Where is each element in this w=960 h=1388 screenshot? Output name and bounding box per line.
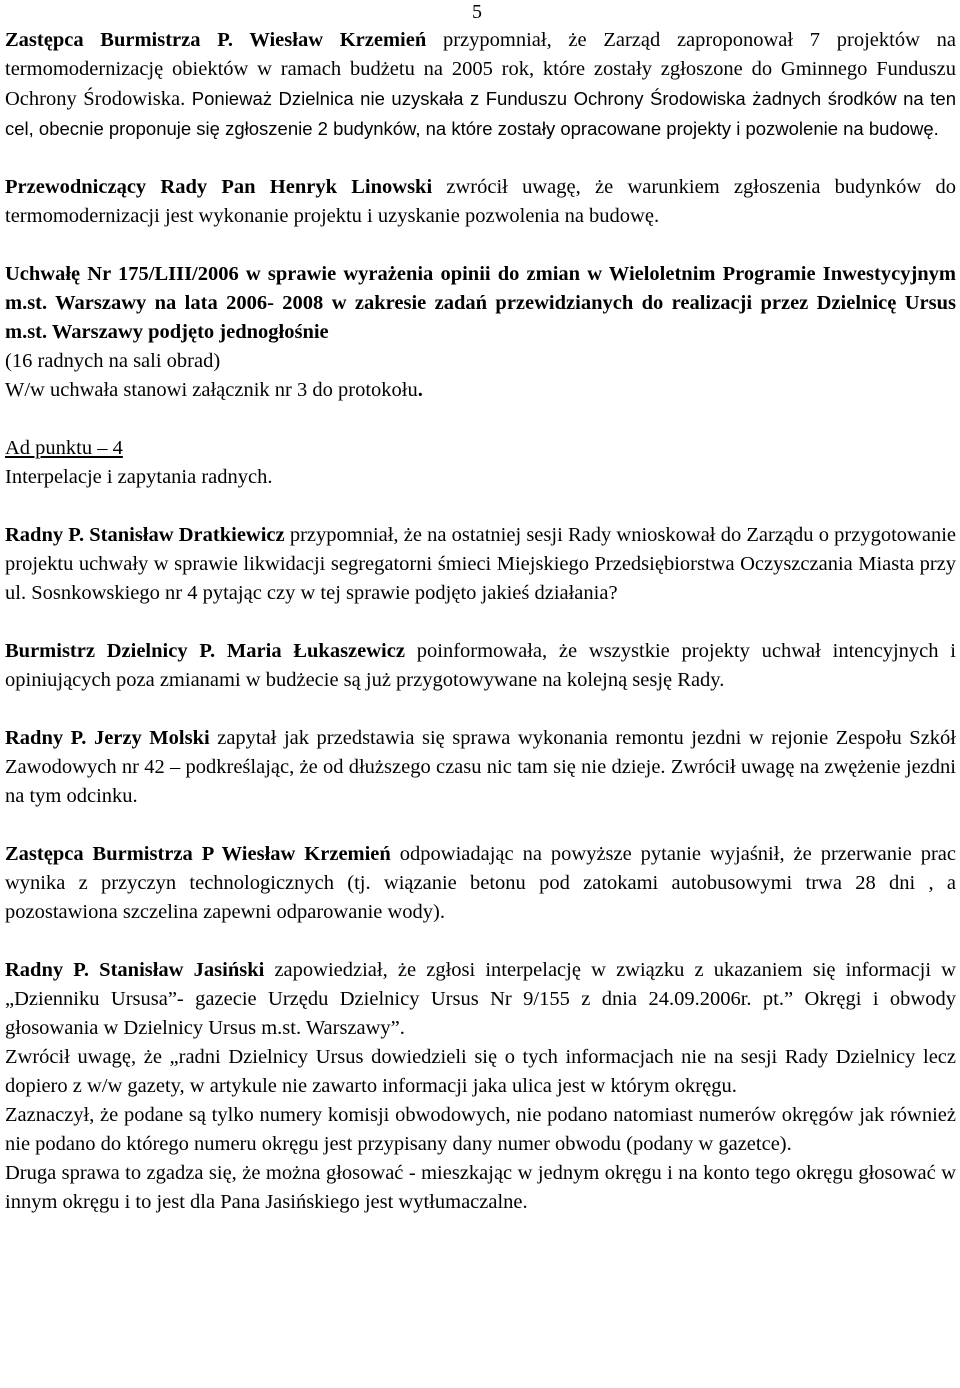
attachment-note: W/w uchwała stanowi załącznik nr 3 do protokołu xyxy=(5,379,418,401)
paragraph-jasinski-okregi: Zaznaczył, że podane są tylko numery komisji obwodowych, nie podano natomiast numerów okręgów jak również nie podano do którego numeru okręgu jest przypisany dany numer obwodu (podany w gazetce). xyxy=(5,1104,956,1155)
paragraph-text: zapowiedział, że zgłosi interpelację w związku z ukazaniem się informacji w „Dzienniku Ursusa”- gazecie Urzędu Dzielnicy Ursus Nr 9/155 z dnia 24.09.2006r. pt.” Okręgi i obwody głosowania w Dzielnicy Ursus m.st. Warszawy”. xyxy=(5,959,956,1039)
paragraph-text: zapytał jak przedstawia się sprawa wykonania remontu jezdni w rejonie Zespołu Szkół Zawodowych nr 42 – podkreślając, że od dłuższego czasu nic tam się nie dzieje. Zwrócił uwagę na zwężenie jezdni na tym odcinku. xyxy=(5,727,956,807)
section-subheading: Interpelacje i zapytania radnych. xyxy=(5,466,273,488)
paragraph-krzemien-odpowiedz xyxy=(5,840,956,927)
paragraph-dratkiewicz xyxy=(5,521,956,608)
paragraph-uchwala-175 xyxy=(5,260,956,405)
section-heading: Ad punktu – 4 xyxy=(5,437,123,459)
speaker-name: Zastępca Burmistrza P Wiesław Krzemień xyxy=(5,843,391,865)
document-body xyxy=(5,26,956,1217)
vote-count: (16 radnych na sali obrad) xyxy=(5,350,221,372)
paragraph-jasinski-glosowanie: Druga sprawa to zgadza się, że można głosować - mieszkając w jednym okręgu i na konto tego okręgu głosować w innym okręgu i to jest dla Pana Jasińskiego jest wytłumaczalne. xyxy=(5,1162,956,1213)
speaker-name: Zastępca Burmistrza P. Wiesław Krzemień xyxy=(5,29,427,51)
paragraph-text-sans: Ponieważ Dzielnica nie uzyskała z Funduszu Ochrony Środowiska żadnych środków na ten cel, obecnie proponuje się zgłoszenie 2 budynków, na które zostały opracowane projekty i pozwolenie na budowę. xyxy=(5,88,956,139)
resolution-text: Uchwałę Nr 175/LIII/2006 w sprawie wyrażenia opinii do zmian w Wieloletnim Programie Inwestycyjnym m.st. Warszawy na lata 2006- 2008 w zakresie zadań przewidzianych do realizacji przez Dzielnicę Ursus m.st. Warszawy podjęto jednogłośnie xyxy=(5,263,956,343)
speaker-name: Radny P. Stanisław Dratkiewicz xyxy=(5,524,285,546)
speaker-name: Przewodniczący Rady Pan Henryk Linowski xyxy=(5,176,433,198)
paragraph-text: odpowiadając na powyższe pytanie wyjaśnił, że przerwanie prac wynika z przyczyn technologicznych (tj. wiązanie betonu pod zatokami autobusowymi trwa 28 dni , a pozostawiona szczelina zapewni odparowanie wody). xyxy=(5,843,956,923)
section-ad-punktu-4 xyxy=(5,434,956,492)
paragraph-text: przypomniał, że Zarząd zaproponował 7 projektów na termomodernizację obiektów w ramach budżetu na 2005 rok, które zostały zgłoszone do Gminnego Funduszu Ochrony Środowiska. xyxy=(5,29,956,110)
page-number: 5 xyxy=(472,1,482,23)
attachment-note-period: . xyxy=(417,379,423,401)
paragraph-linowski xyxy=(5,173,956,231)
paragraph-lukaszewicz xyxy=(5,637,956,695)
paragraph-jasinski-uwaga: Zwrócił uwagę, że „radni Dzielnicy Ursus dowiedzieli się o tych informacjach nie na sesji Rady Dzielnicy lecz dopiero z w/w gazety, w artykule nie zawarto informacji jaka ulica jest w którym okręgu. xyxy=(5,1046,956,1097)
speaker-name: Radny P. Jerzy Molski xyxy=(5,727,210,749)
speaker-name: Radny P. Stanisław Jasiński xyxy=(5,959,265,981)
paragraph-jasinski xyxy=(5,956,956,1043)
paragraph-text: poinformowała, że wszystkie projekty uchwał intencyjnych i opiniujących poza zmianami w budżecie są już przygotowywane na kolejną sesję Rady. xyxy=(5,640,957,691)
speaker-name: Burmistrz Dzielnicy P. Maria Łukaszewicz xyxy=(5,640,405,662)
paragraph-text: zwrócił uwagę, że warunkiem zgłoszenia budynków do termomodernizacji jest wykonanie projektu i uzyskanie pozwolenia na budowę. xyxy=(5,176,956,227)
paragraph-molski xyxy=(5,724,956,811)
paragraph-krzemien-termomodernizacja xyxy=(5,26,956,144)
paragraph-text: przypomniał, że na ostatniej sesji Rady wnioskował do Zarządu o przygotowanie projektu uchwały w sprawie likwidacji segregatorni śmieci Miejskiego Przedsiębiorstwa Oczyszczania Miasta przy ul. Sosnkowskiego nr 4 pytając czy w tej sprawie podjęto jakieś działania? xyxy=(5,524,956,604)
